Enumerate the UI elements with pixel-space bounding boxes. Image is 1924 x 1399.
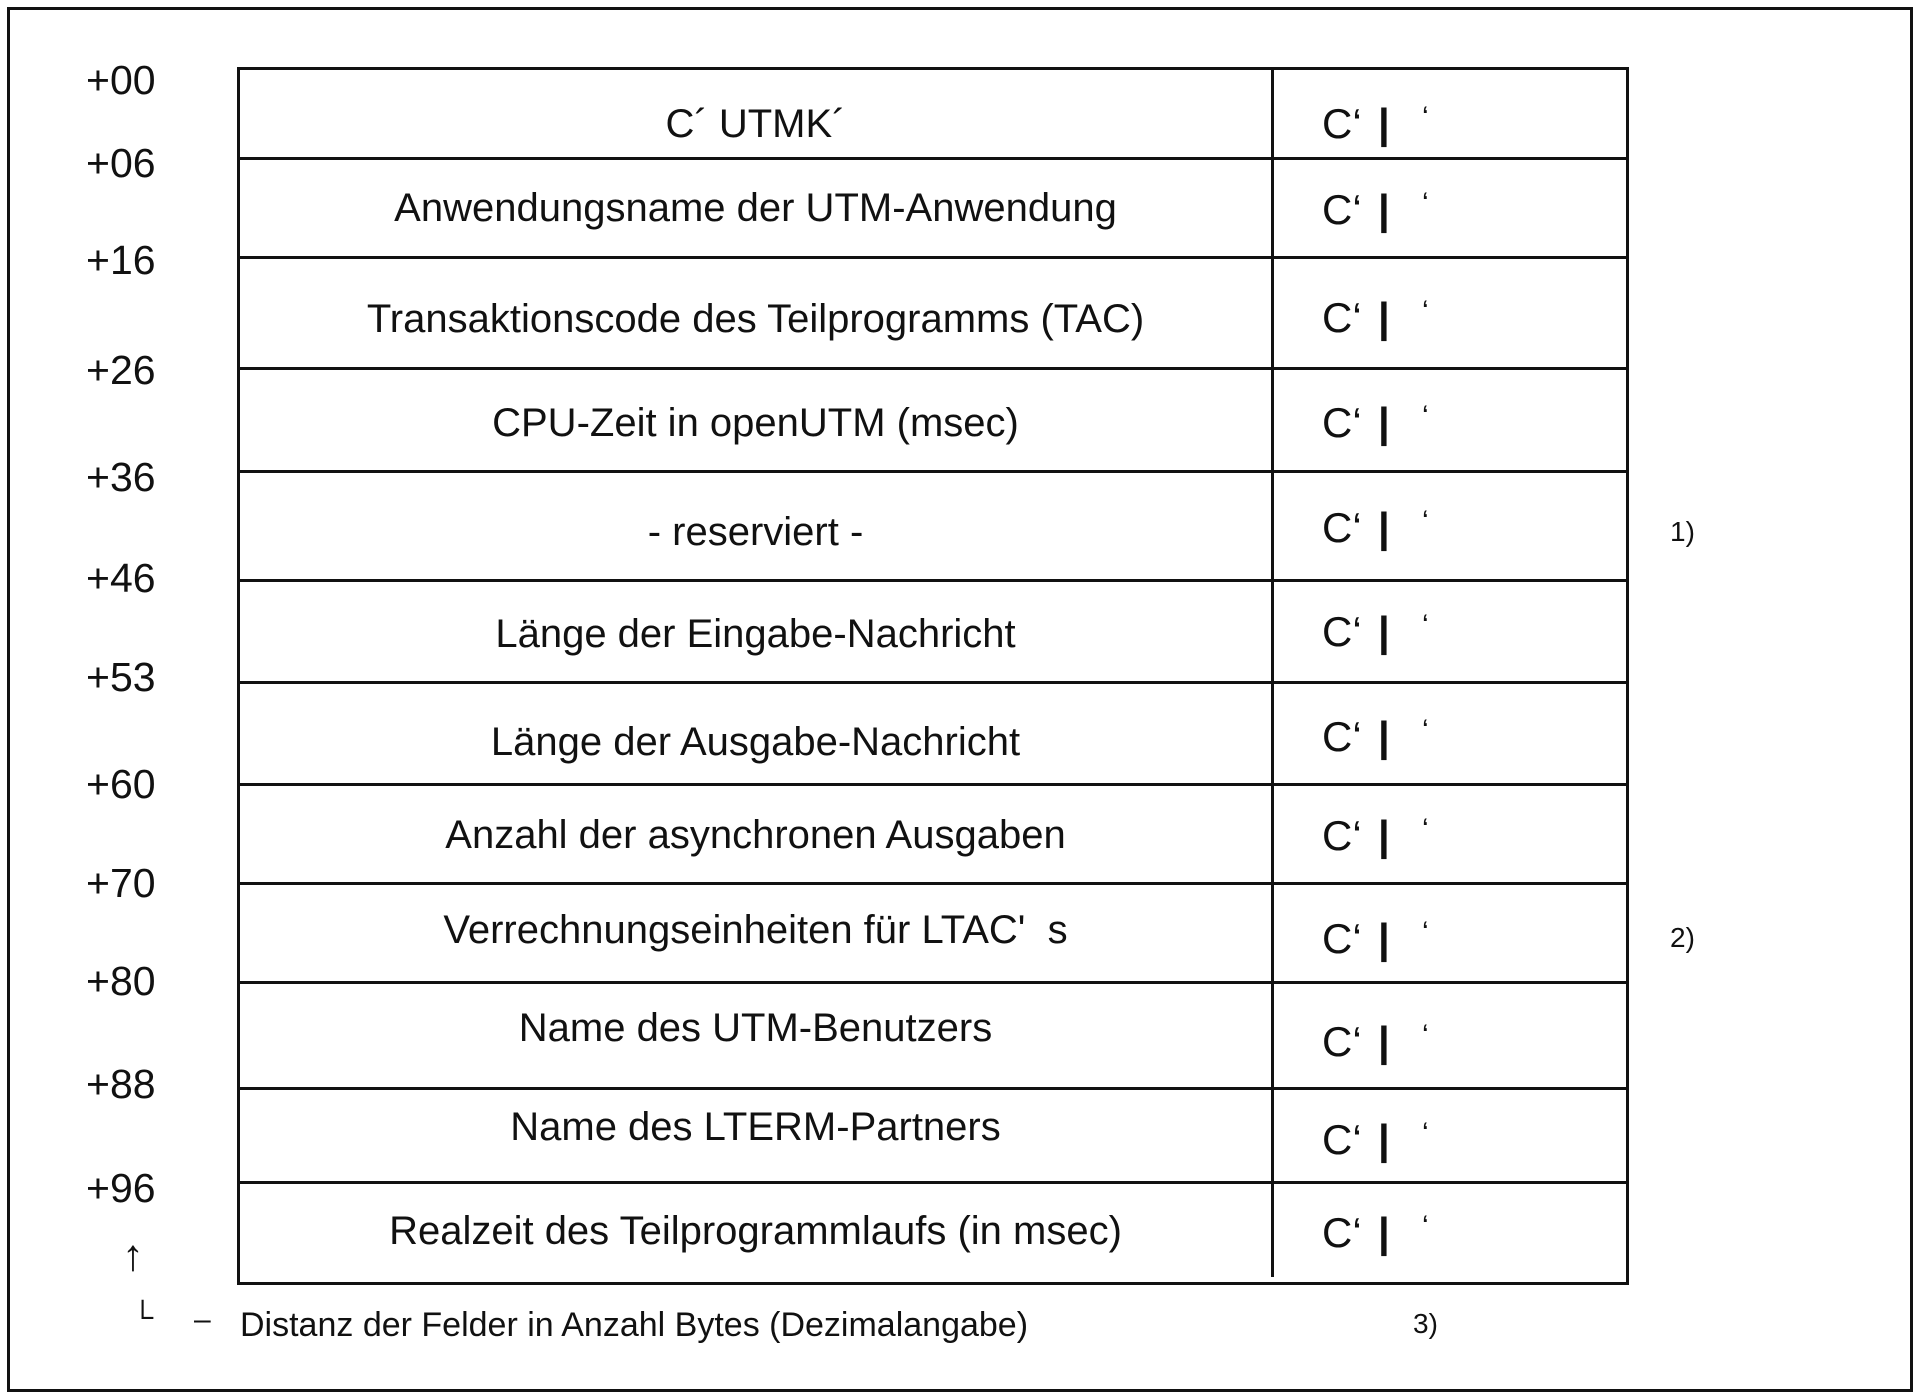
offset-label: +80 [86, 958, 156, 1004]
field-name: Länge der Eingabe-Nachricht [495, 612, 1016, 656]
value-separator: | [1378, 1116, 1390, 1163]
column-value [1322, 713, 1429, 760]
column-value [1322, 1209, 1429, 1256]
value-quote: ‘ [1422, 101, 1429, 134]
field-name: Verrechnungseinheiten für LTAC' s [443, 908, 1068, 952]
value-separator: | [1378, 812, 1390, 859]
row-divider [237, 1282, 1629, 1285]
value-quote: ‘ [1422, 400, 1429, 433]
value-quote: ‘ [1422, 1210, 1429, 1243]
value-prefix: C‘ [1322, 294, 1362, 341]
value-quote: ‘ [1422, 813, 1429, 846]
corner-connector-icon: └ [132, 1301, 154, 1334]
row-divider [237, 579, 1629, 582]
row-divider [237, 470, 1629, 473]
row-divider [237, 256, 1629, 259]
offset-label: +06 [86, 140, 156, 186]
value-separator: | [1378, 1209, 1390, 1256]
value-quote: ‘ [1422, 916, 1429, 949]
value-prefix: C‘ [1322, 812, 1362, 859]
value-quote: ‘ [1422, 609, 1429, 642]
legend-text: Distanz der Felder in Anzahl Bytes (Dezimalangabe) [240, 1306, 1029, 1344]
row-divider [237, 157, 1629, 160]
offset-label: +00 [86, 57, 156, 103]
value-quote: ‘ [1422, 505, 1429, 538]
value-prefix: C‘ [1322, 608, 1362, 655]
offset-label: +60 [86, 761, 156, 807]
column-value [1322, 186, 1429, 233]
field-name: CPU-Zeit in openUTM (msec) [492, 401, 1019, 445]
column-value [1322, 100, 1429, 147]
value-quote: ‘ [1422, 714, 1429, 747]
offset-label: +16 [86, 237, 156, 283]
value-prefix: C‘ [1322, 100, 1362, 147]
column-value [1322, 294, 1429, 341]
value-prefix: C‘ [1322, 713, 1362, 760]
value-prefix: C‘ [1322, 1116, 1362, 1163]
value-prefix: C‘ [1322, 915, 1362, 962]
field-name: C´ UTMK´ [665, 102, 846, 146]
field-name: Transaktionscode des Teilprogramms (TAC) [366, 297, 1145, 341]
row-divider [237, 783, 1629, 786]
row-divider [237, 367, 1629, 370]
column-value [1322, 812, 1429, 859]
value-separator: | [1378, 915, 1390, 962]
footnote-marker: 1) [1670, 516, 1695, 547]
value-separator: | [1378, 608, 1390, 655]
offset-label: +46 [86, 555, 156, 601]
column-divider [1271, 67, 1274, 1277]
value-quote: ‘ [1422, 295, 1429, 328]
value-prefix: C‘ [1322, 504, 1362, 551]
value-separator: | [1378, 1018, 1390, 1065]
offset-label: +36 [86, 454, 156, 500]
row-divider [237, 67, 1629, 70]
offset-label: +88 [86, 1061, 156, 1107]
footnote-marker: 2) [1670, 922, 1695, 953]
offset-label: +53 [86, 654, 156, 700]
value-quote: ‘ [1422, 1019, 1429, 1052]
value-separator: | [1378, 504, 1390, 551]
offset-label: +96 [86, 1165, 156, 1211]
row-divider [237, 1181, 1629, 1184]
column-value [1322, 504, 1429, 551]
value-prefix: C‘ [1322, 399, 1362, 446]
value-prefix: C‘ [1322, 1018, 1362, 1065]
field-name: Realzeit des Teilprogrammlaufs (in msec) [389, 1209, 1122, 1253]
value-quote: ‘ [1422, 1117, 1429, 1150]
offset-label: +26 [86, 347, 156, 393]
column-value [1322, 1116, 1429, 1163]
footnote-marker: 3) [1413, 1308, 1438, 1339]
field-name: Länge der Ausgabe-Nachricht [490, 720, 1021, 764]
offset-label: +70 [86, 860, 156, 906]
value-separator: | [1378, 100, 1390, 147]
field-name: Name des LTERM-Partners [510, 1105, 1001, 1149]
column-value [1322, 915, 1429, 962]
column-value [1322, 1018, 1429, 1065]
field-name: Anwendungsname der UTM-Anwendung [394, 186, 1117, 230]
arrow-up-icon: ↑ [122, 1231, 144, 1280]
value-separator: | [1378, 294, 1390, 341]
row-divider [237, 981, 1629, 984]
value-separator: | [1378, 713, 1390, 760]
row-divider [237, 681, 1629, 684]
field-name: Name des UTM-Benutzers [518, 1006, 993, 1050]
row-divider [237, 882, 1629, 885]
value-separator: | [1378, 186, 1390, 233]
value-prefix: C‘ [1322, 186, 1362, 233]
field-name: - reserviert - [647, 510, 864, 554]
row-divider [237, 1087, 1629, 1090]
field-table [237, 67, 1629, 1285]
field-name: Anzahl der asynchronen Ausgaben [445, 813, 1066, 857]
value-separator: | [1378, 399, 1390, 446]
value-prefix: C‘ [1322, 1209, 1362, 1256]
column-value [1322, 608, 1429, 655]
legend-dash: – [194, 1303, 211, 1336]
value-quote: ‘ [1422, 187, 1429, 220]
column-value [1322, 399, 1429, 446]
